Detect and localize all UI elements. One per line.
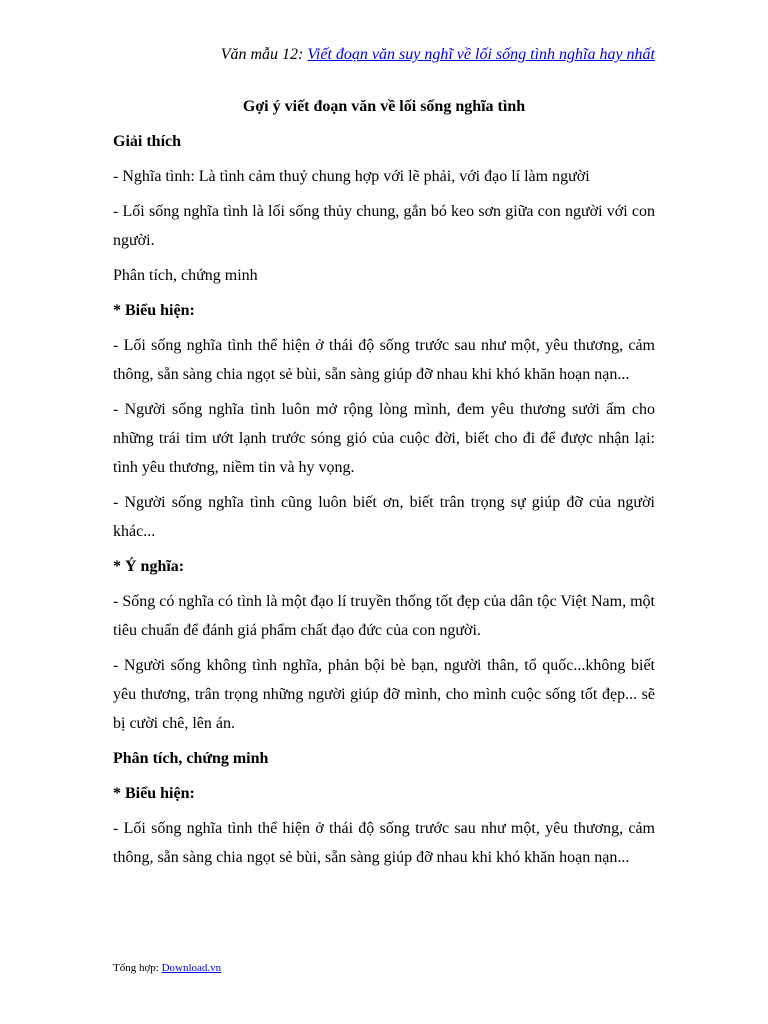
footer-source-link[interactable]: Download.vn [161,962,222,974]
paragraph: - Nghĩa tình: Là tình cảm thuỷ chung hợp với lẽ phải, với đạo lí làm người [113,168,590,185]
paragraph: - Người sống nghĩa tình luôn mở rộng lòng mình, đem yêu thương sưởi ấm cho những trái tim ướt lạnh trước sóng gió của cuộc đời, biết cho đi để được nhận lại: tình yêu thương, niềm tin và hy vọng. [113,401,655,476]
header-article-link[interactable]: Viết đoạn văn suy nghĩ về lối sống tình nghĩa hay nhất [307,46,655,63]
page-header [221,46,655,64]
section-heading-explanation: Giải thích [113,133,182,150]
page-footer [113,962,221,974]
section-heading-analysis-2: Phân tích, chứng minh [113,750,269,767]
paragraph: - Người sống nghĩa tình cũng luôn biết ơn, biết trân trọng sự giúp đỡ của người khác... [113,494,655,540]
paragraph: - Người sống không tình nghĩa, phản bội bè bạn, người thân, tổ quốc...không biết yêu thương, trân trọng những người giúp đỡ mình, cho mình cuộc sống tốt đẹp... sẽ bị cười chê, lên án. [113,657,655,732]
subheading-meaning: * Ý nghĩa: [113,558,185,575]
header-prefix: Văn mẫu 12: [220,46,308,63]
document-title: Gợi ý viết đoạn văn về lối sống nghĩa tình [242,98,526,115]
paragraph: - Lối sống nghĩa tình thể hiện ở thái độ sống trước sau như một, yêu thương, cảm thông, sẵn sàng chia ngọt sẻ bùi, sẵn sàng giúp đỡ nhau khi khó khăn hoạn nạn... [113,337,655,383]
subheading-manifestation: * Biểu hiện: [113,302,195,319]
section-heading-analysis: Phân tích, chứng minh [113,267,258,284]
footer-prefix: Tổng hợp: [113,962,162,974]
subheading-manifestation-2: * Biểu hiện: [113,785,195,802]
paragraph: - Lối sống nghĩa tình thể hiện ở thái độ sống trước sau như một, yêu thương, cảm thông, sẵn sàng chia ngọt sẻ bùi, sẵn sàng giúp đỡ nhau khi khó khăn hoạn nạn... [113,820,655,866]
paragraph: - Lối sống nghĩa tình là lối sống thủy chung, gắn bó keo sơn giữa con người với con người. [113,203,655,249]
document-body [113,92,655,878]
paragraph: - Sống có nghĩa có tình là một đạo lí truyền thống tốt đẹp của dân tộc Việt Nam, một tiêu chuẩn để đánh giá phẩm chất đạo đức của con người. [113,593,655,639]
